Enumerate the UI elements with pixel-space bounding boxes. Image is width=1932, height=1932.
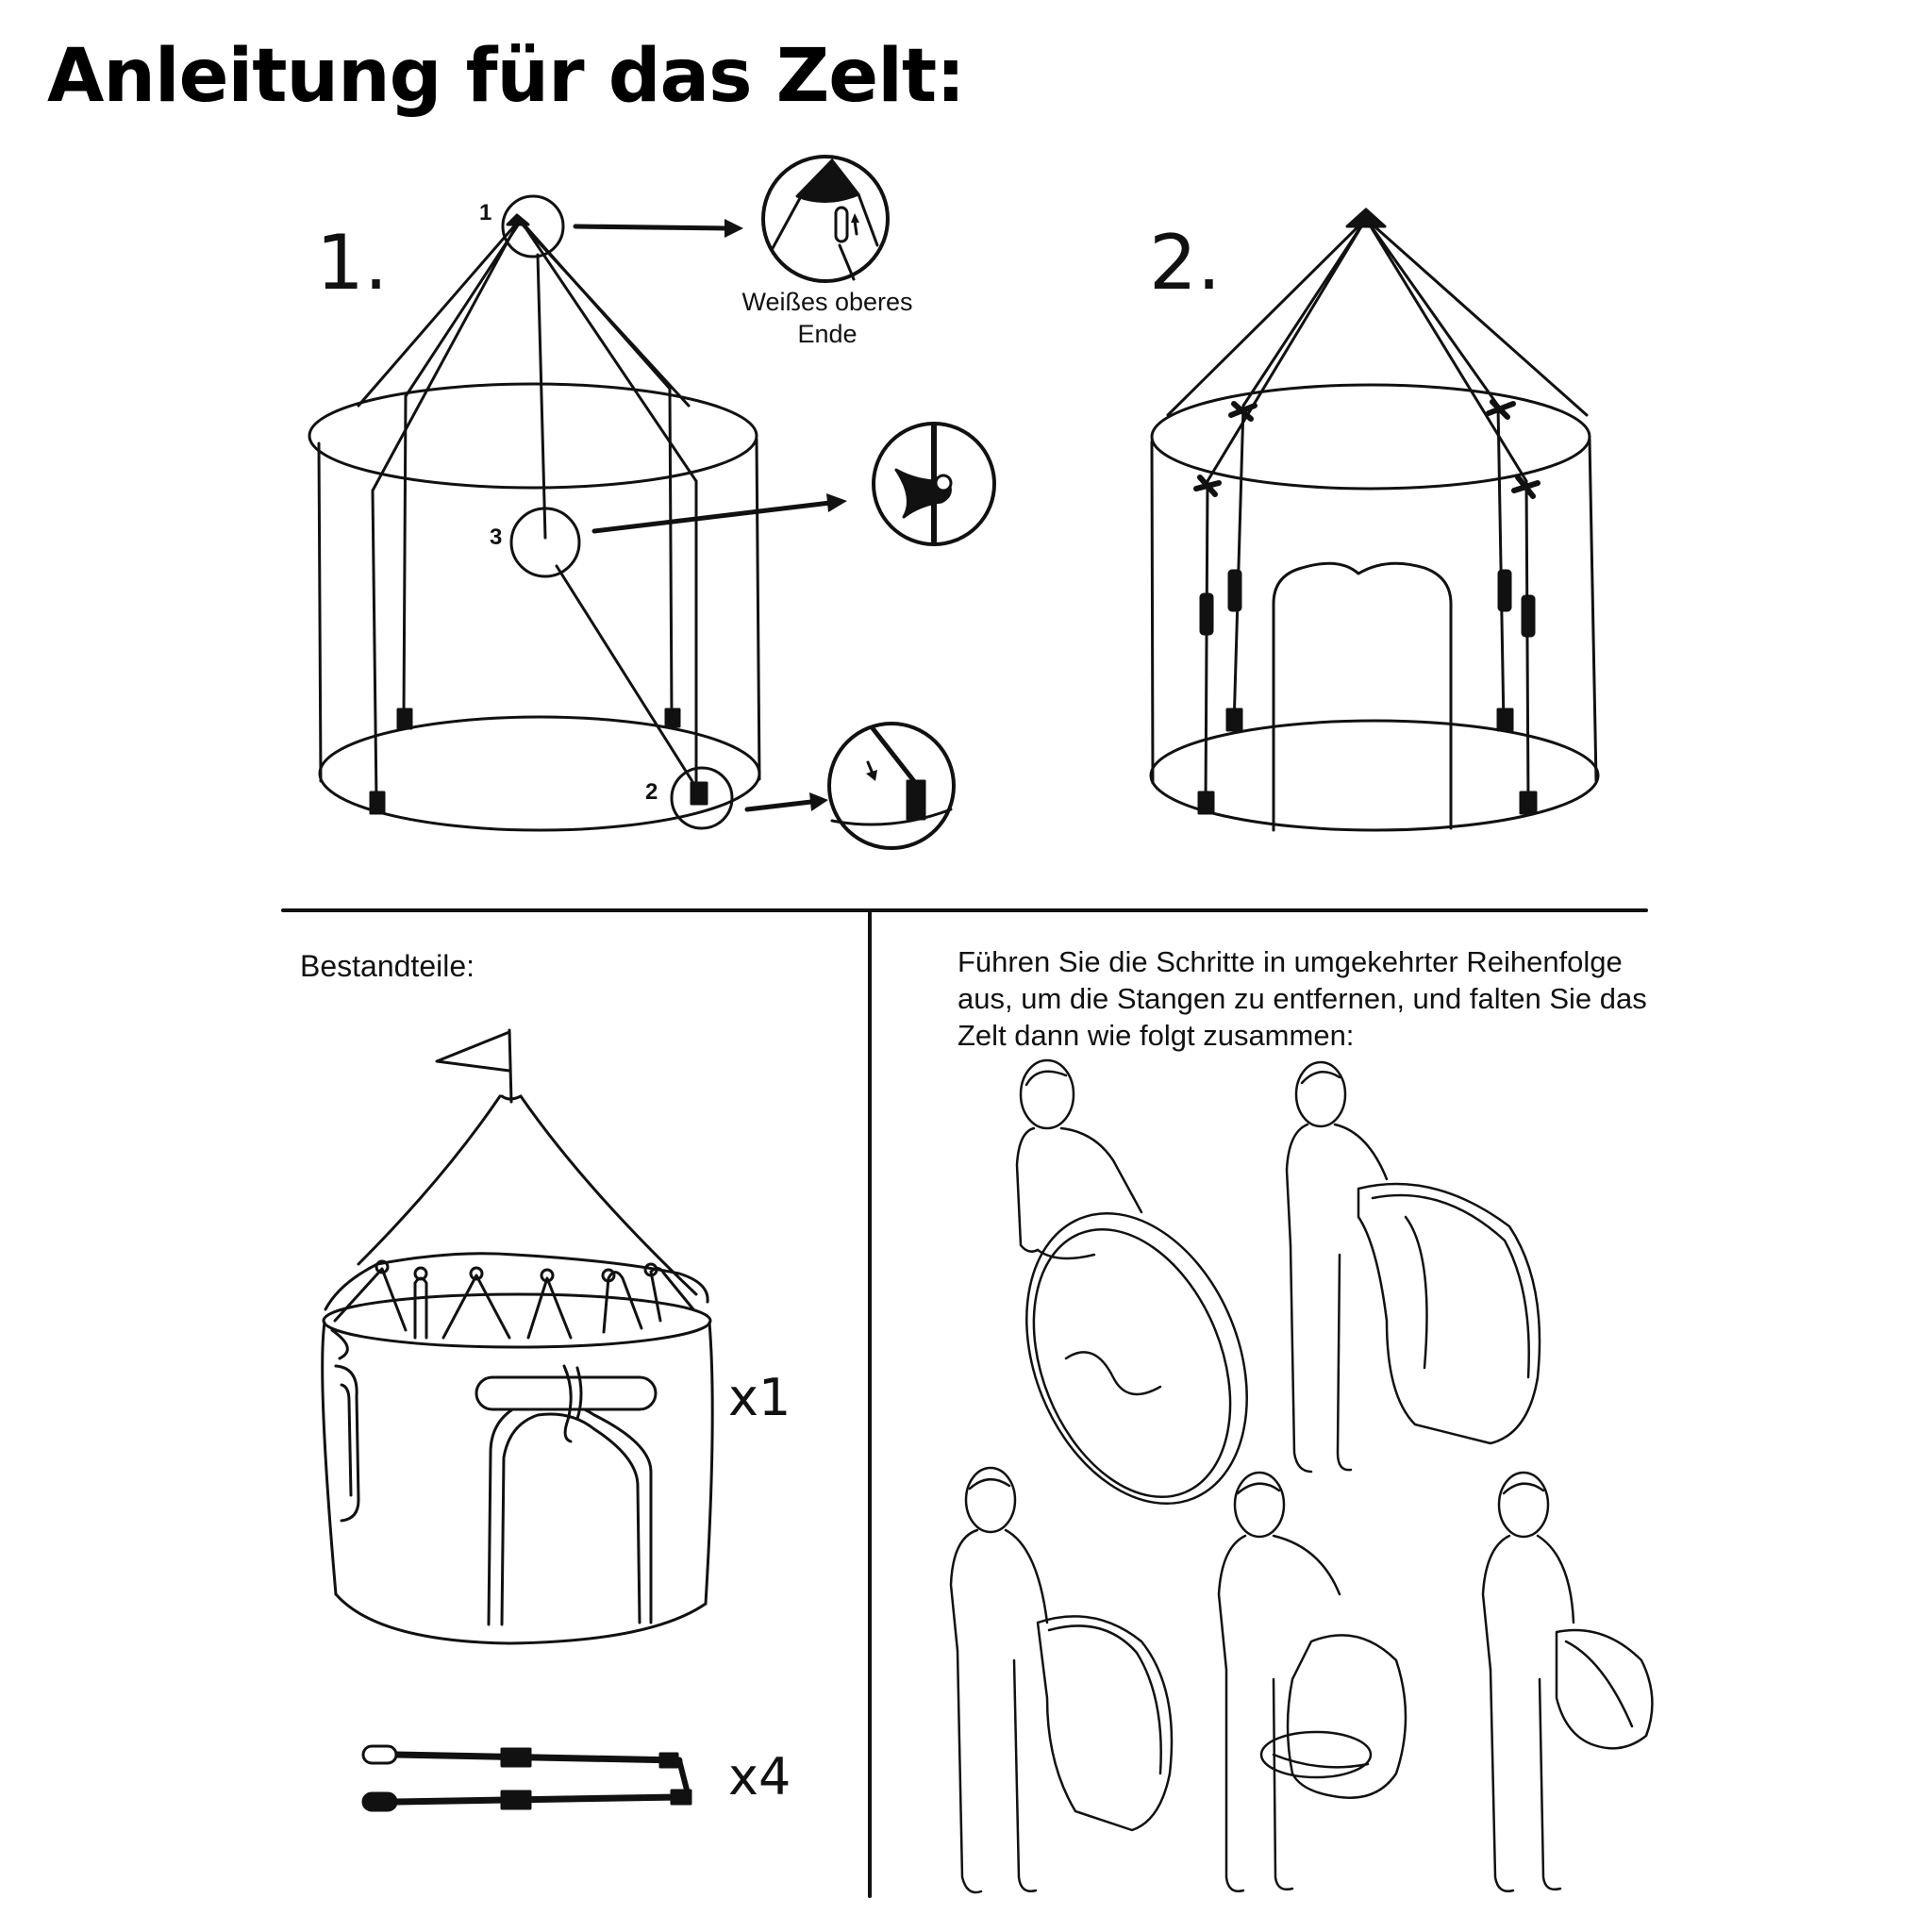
callout-label-3: 3 (490, 525, 503, 550)
step-1-number: 1. (316, 219, 389, 307)
white-top-end-note: Weißes oberes Ende (741, 288, 913, 348)
parts-tent-illustration (323, 1030, 712, 1643)
parts-poles-illustration (363, 1746, 691, 1810)
step1-tent-frame (309, 215, 759, 830)
detail-clip (874, 424, 994, 544)
folding-figure-2 (1287, 1062, 1540, 1472)
folding-figure-5 (1483, 1473, 1652, 1891)
callout-label-1: 1 (479, 200, 492, 225)
folding-instructions: Führen Sie die Schritte in umgekehrter Reihenfolge aus, um die Stangen zu entfernen, und falten Sie das Zelt dann wie folgt zusammen: (958, 945, 1647, 1052)
step-2-number: 2. (1149, 219, 1222, 307)
folding-figure-3 (951, 1468, 1172, 1892)
poles-quantity: x4 (728, 1747, 791, 1807)
folding-figure-1 (986, 1060, 1288, 1537)
tent-quantity: x1 (728, 1368, 791, 1427)
detail-foot (829, 724, 954, 848)
folding-figure-4 (1219, 1473, 1406, 1891)
page-title: Anleitung für das Zelt: (47, 34, 965, 119)
callout-circle-1 (503, 196, 563, 257)
parts-heading: Bestandteile: (300, 949, 475, 983)
callout-label-2: 2 (645, 779, 658, 805)
detail-top-cap (763, 157, 888, 281)
